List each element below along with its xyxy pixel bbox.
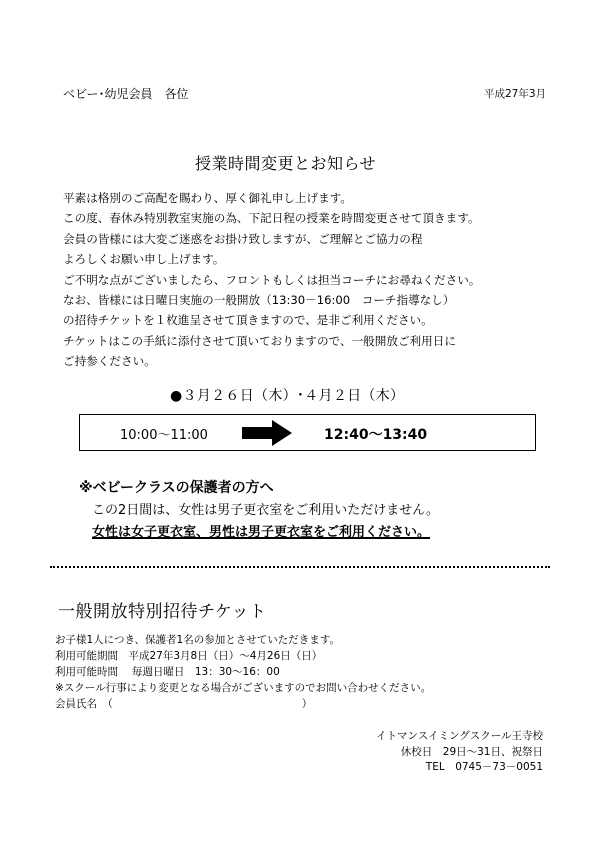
baby-notice-heading: ※ベビークラスの保護者の方へ (79, 480, 274, 496)
ticket-line: ※スクール行事により変更となる場合がございますのでお問い合わせください。 (55, 682, 432, 694)
right-arrow-icon (242, 420, 292, 446)
baby-notice-line: この2日間は、女性は男子更衣室をご利用いただけません。 (92, 503, 440, 518)
dotted-divider (50, 566, 550, 568)
addressee: ベビー･幼児会員 各位 (63, 87, 189, 101)
school-holidays: 休校日 29日～31日、祝祭日 (400, 745, 543, 758)
ticket-line: 利用可能時間 毎週日曜日 13：30～16：00 (55, 666, 280, 678)
ticket-line: お子様1人につき、保護者1名の参加とさせていただきます。 (55, 634, 340, 646)
body-line: チケットはこの手紙に添付させて頂いておりますので、一般開放ご利用日に (63, 333, 456, 348)
body-line: 会員の皆様には大変ご迷惑をお掛け致しますが、ご理解とご協力の程 (63, 231, 423, 246)
ticket-title: 一般開放特別招待チケット (58, 602, 267, 622)
schedule-change-box (79, 414, 536, 451)
member-name-field: 会員氏名 （ ） (55, 698, 313, 710)
schedule-dates: ●３月２６日（木）･４月２日（木） (170, 388, 405, 404)
body-line: ご不明な点がございましたら、フロントもしくは担当コーチにお尋ねください。 (63, 272, 481, 287)
body-line: ご持参ください。 (63, 354, 156, 369)
body-line: この度、春休み特別教室実施の為、下記日程の授業を時間変更させて頂きます。 (63, 211, 480, 226)
school-info (376, 729, 543, 776)
new-time: 12:40～13:40 (324, 427, 428, 443)
notice-title: 授業時間変更とお知らせ (195, 154, 377, 173)
school-name: イトマンスイミングスクール王寺校 (376, 730, 543, 742)
ticket-details (55, 632, 431, 712)
body-line: の招待チケットを１枚進呈させて頂きますので、是非ご利用ください。 (63, 313, 433, 328)
issue-date: 平成27年3月 (484, 88, 547, 100)
ticket-line: 利用可能期間 平成27年3月8日（日）～4月26日（日） (55, 650, 323, 662)
old-time: 10:00～11:00 (120, 428, 208, 443)
body-line: よろしくお願い申し上げます。 (63, 252, 225, 267)
body-line: 平素は格別のご高配を賜わり、厚く御礼申し上げます。 (63, 191, 352, 205)
body-line: なお、皆様には日曜日実施の一般開放（13:30－16:00 コーチ指導なし） (63, 292, 455, 307)
baby-notice-emphasis: 女性は女子更衣室、男性は男子更衣室をご利用ください。 (92, 525, 431, 540)
notice-body (63, 188, 563, 372)
school-phone: TEL 0745－73－0051 (425, 761, 543, 773)
